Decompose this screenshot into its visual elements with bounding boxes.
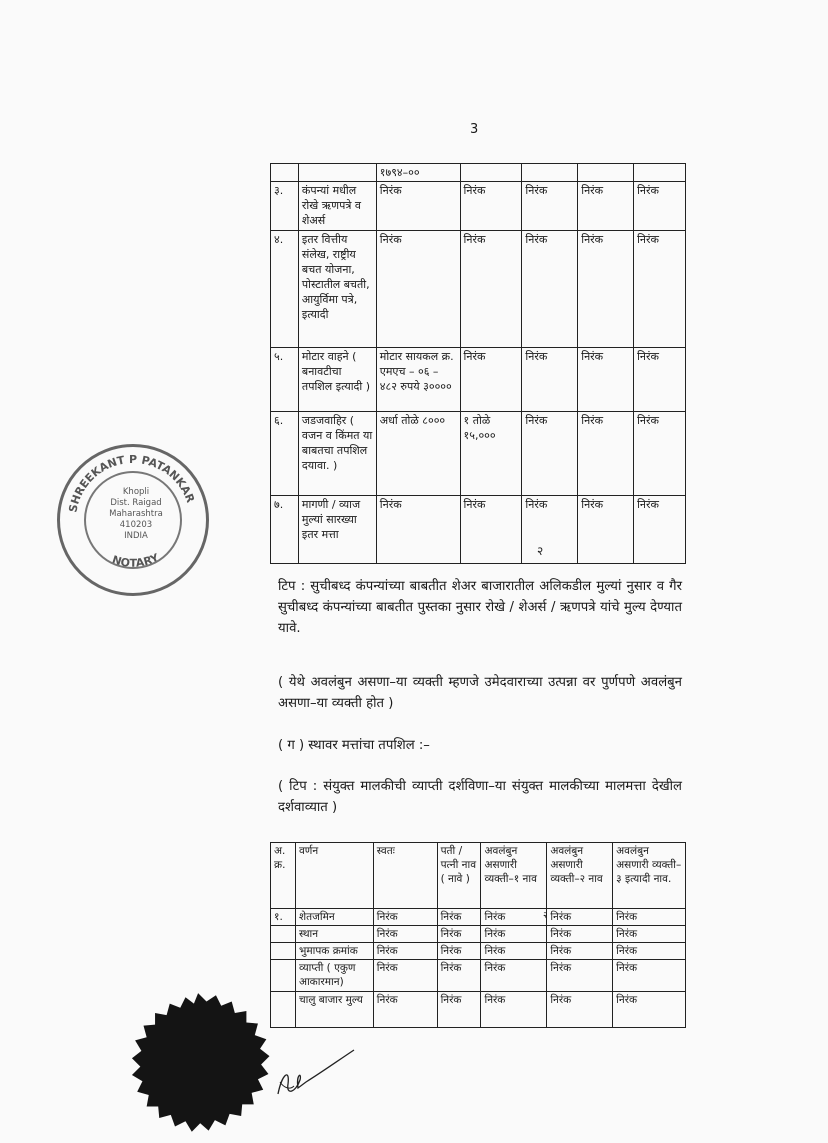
table-row xyxy=(271,182,686,231)
cell: मोटार सायकल क्र. एमएच – ०६ – ४८२ रुपये ३०००० xyxy=(376,348,460,412)
cell: निरंक xyxy=(547,992,613,1028)
seal-line: 410203 xyxy=(119,520,153,530)
row-number: ५. xyxy=(271,348,299,412)
cell: निरंक xyxy=(373,992,437,1028)
column-header: अवलंबुन असणारी व्यक्ती–१ नाव xyxy=(481,843,547,909)
table-row xyxy=(271,231,686,348)
row-description: जडजवाहिर ( वजन व किंमत या बाबतचा तपशिल दयावा. ) xyxy=(298,412,376,496)
cell: निरंक xyxy=(460,182,522,231)
cell: निरंक xyxy=(481,992,547,1028)
column-header: वर्णन xyxy=(295,843,373,909)
table-row xyxy=(271,909,686,926)
cell: निरंक xyxy=(547,943,613,960)
section-heading: ( ग ) स्थावर मत्तांचा तपशिल :– xyxy=(278,738,430,753)
cell: निरंक xyxy=(578,412,634,496)
row-description: कंपन्यां मधील रोखे ऋणपत्रे व शेअर्स xyxy=(298,182,376,231)
cell: निरंक xyxy=(522,231,578,348)
row-number: ३. xyxy=(271,182,299,231)
column-header: अ. क्र. xyxy=(271,843,296,909)
row-description: इतर वित्तीय संलेख, राष्ट्रीय बचत योजना, पोस्टातील बचती, आयुर्विमा पत्रे, इत्यादी xyxy=(298,231,376,348)
row-number xyxy=(271,926,296,943)
cell: निरंक xyxy=(481,960,547,992)
cell: अर्धा तोळे ८००० xyxy=(376,412,460,496)
cell: निरंक xyxy=(460,348,522,412)
cell xyxy=(634,164,686,182)
immovable-assets-table xyxy=(270,842,686,1028)
cell: निरंक xyxy=(373,943,437,960)
row-description: भुमापक क्रमांक xyxy=(295,943,373,960)
cell: निरंक xyxy=(634,182,686,231)
pen-mark: २ xyxy=(543,911,548,921)
row-description: मोटार वाहने ( बनावटीचा तपशिल इत्यादी ) xyxy=(298,348,376,412)
row-number xyxy=(271,164,299,182)
cell: निरंक xyxy=(634,348,686,412)
table-row xyxy=(271,960,686,992)
cell: निरंक xyxy=(634,231,686,348)
column-header: अवलंबुन असणारी व्यक्ती–२ नाव xyxy=(547,843,613,909)
cell: निरंक xyxy=(376,182,460,231)
column-header: अवलंबुन असणारी व्यक्ती–३ इत्यादी नाव. xyxy=(613,843,686,909)
seal-line: INDIA xyxy=(124,531,148,541)
row-number: १. xyxy=(271,909,296,926)
cell: निरंक xyxy=(460,496,522,564)
signature xyxy=(272,1044,362,1104)
cell xyxy=(522,164,578,182)
row-number: ७. xyxy=(271,496,299,564)
cell: निरंक xyxy=(578,348,634,412)
row-description: शेतजमिन xyxy=(295,909,373,926)
seal-line: Maharashtra xyxy=(109,509,163,519)
column-header: स्वतः xyxy=(373,843,437,909)
row-description: स्थान xyxy=(295,926,373,943)
cell: निरंक xyxy=(376,496,460,564)
seal-top-text: SHREEKANT P PATANKAR xyxy=(66,452,198,514)
notary-seal xyxy=(57,444,209,596)
cell: निरंक xyxy=(613,960,686,992)
cell: निरंक xyxy=(437,943,481,960)
cell: निरंक xyxy=(522,412,578,496)
seal-address xyxy=(94,487,178,542)
movable-assets-table xyxy=(270,163,686,564)
cell: निरंक xyxy=(634,496,686,564)
column-header: पती / पत्नी नाव ( नावे ) xyxy=(437,843,481,909)
table-row xyxy=(271,992,686,1028)
page-number: 3 xyxy=(470,122,479,137)
note-listed-companies: टिप : सुचीबध्द कंपन्यांच्या बाबतीत शेअर बाजारातील अलिकडील मुल्यां नुसार व गैर सुचीबध्द कंपन्यांच्या बाबतीत पुस्तका नुसार रोखे / शेअर्स / ऋणपत्रे यांचे मुल्य देण्यात यावे. xyxy=(278,579,682,636)
cell: निरंक xyxy=(578,182,634,231)
cell: निरंक xyxy=(522,496,578,564)
table-row xyxy=(271,926,686,943)
seal-bottom-text: NOTARY xyxy=(110,551,161,570)
note-dependents: ( येथे अवलंबुन असणा–या व्यक्ती म्हणजे उमेदवाराच्या उत्पन्ना वर पुर्णपणे अवलंबुन असणा–या व्यक्ती होत ) xyxy=(278,675,682,711)
cell: निरंक xyxy=(481,909,547,926)
cell: निरंक xyxy=(373,926,437,943)
seal-line: Khopli xyxy=(122,487,150,497)
cell: निरंक xyxy=(373,909,437,926)
cell: निरंक xyxy=(613,926,686,943)
cell: निरंक xyxy=(481,943,547,960)
cell: निरंक xyxy=(460,231,522,348)
cell: निरंक xyxy=(481,926,547,943)
table-row xyxy=(271,412,686,496)
cell: निरंक xyxy=(376,231,460,348)
cell: निरंक xyxy=(547,909,613,926)
cell: १७९४–०० xyxy=(376,164,460,182)
row-description: चालु बाजार मुल्य xyxy=(295,992,373,1028)
cell: १ तोळे १५,००० xyxy=(460,412,522,496)
seal-line: Dist. Raigad xyxy=(110,498,162,508)
cell: निरंक xyxy=(578,496,634,564)
row-number xyxy=(271,943,296,960)
table-row xyxy=(271,164,686,182)
cell: निरंक xyxy=(547,960,613,992)
cell xyxy=(578,164,634,182)
row-description xyxy=(298,164,376,182)
cell: निरंक xyxy=(613,992,686,1028)
embossed-stamp xyxy=(110,985,275,1143)
cell: निरंक xyxy=(613,943,686,960)
row-description: व्याप्ती ( एकुण आकारमान) xyxy=(295,960,373,992)
row-number: ४. xyxy=(271,231,299,348)
row-description: मागणी / व्याज मुल्यां सारख्या इतर मत्ता xyxy=(298,496,376,564)
cell: निरंक xyxy=(634,412,686,496)
cell: निरंक xyxy=(437,992,481,1028)
cell: निरंक xyxy=(522,182,578,231)
cell: निरंक xyxy=(522,348,578,412)
cell: निरंक xyxy=(437,909,481,926)
cell: निरंक xyxy=(437,926,481,943)
cell: निरंक xyxy=(578,231,634,348)
cell: निरंक xyxy=(373,960,437,992)
note-joint-ownership: ( टिप : संयुक्त मालकीची व्याप्ती दर्शविणा–या संयुक्त मालकीच्या मालमत्ता देखील दर्शवाव्यात ) xyxy=(278,779,682,815)
cell: निरंक xyxy=(613,909,686,926)
table-row xyxy=(271,943,686,960)
pen-mark: २ xyxy=(537,544,544,558)
table-header-row xyxy=(271,843,686,909)
cell: निरंक xyxy=(437,960,481,992)
table-row xyxy=(271,348,686,412)
table-row xyxy=(271,496,686,564)
cell xyxy=(460,164,522,182)
cell: निरंक xyxy=(547,926,613,943)
row-number: ६. xyxy=(271,412,299,496)
